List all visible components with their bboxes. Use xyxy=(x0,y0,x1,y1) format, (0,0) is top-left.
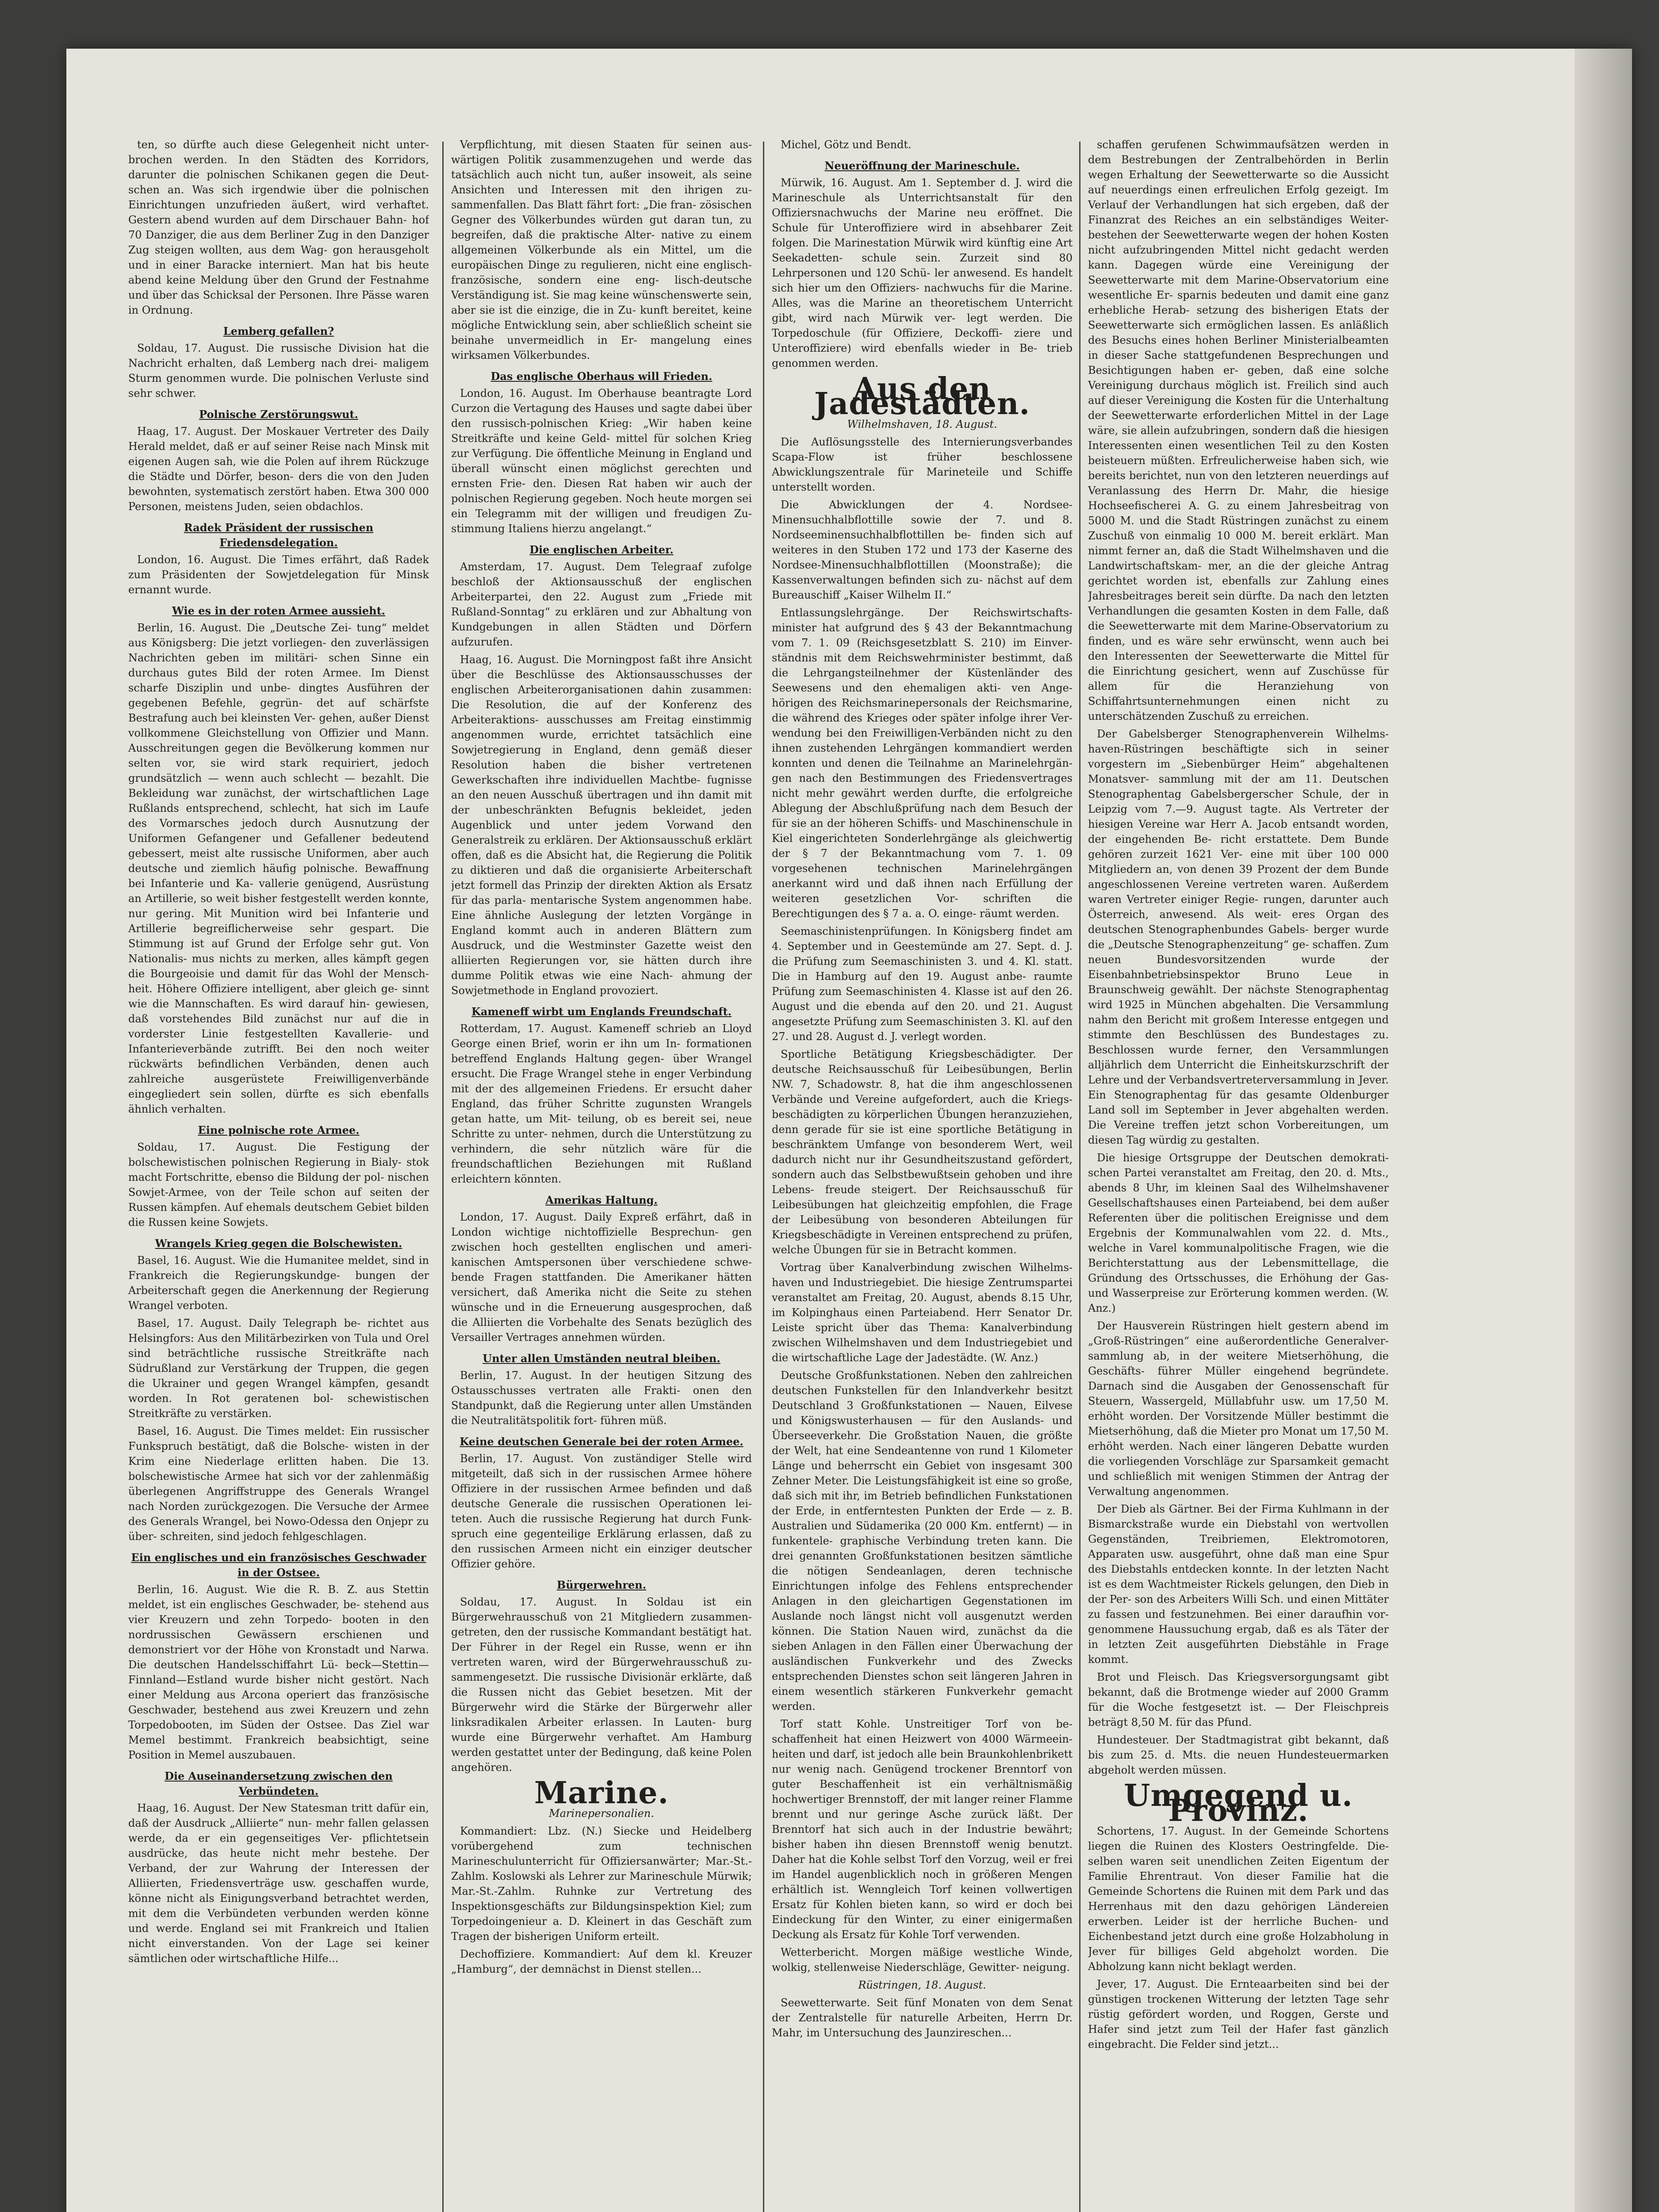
article-paragraph: Soldau, 17. August. Die Festigung der bolschewistischen polnischen Regierung in Bialy- stok macht Fortschritte, ebenso die Bildung der pol- nischen Sowjet-Armee, von der Teile schon auf seiten der Russen kämpfen. Auf ehemals deutschem Gebiet bilden die Russen keine Sowjets. xyxy=(128,1141,429,1229)
article-paragraph: Seewetterwarte. Seit fünf Monaten von dem Senat der Zentralstelle für naturelle Arbeiten, Herrn Dr. Mahr, im Untersuchung des Jaunzireschen... xyxy=(772,1997,1073,2039)
article-paragraph: Der Hausverein Rüstringen hielt gestern abend im „Groß-Rüstringen“ eine außerordentliche Generalver- sammlung ab, in der weitere Mietserhöhung, die Geschäfts- führer Müller eingehend begründete. Darnach sind die Ausgaben der Genossenschaft für Steuern, Wassergeld, Müllabfuhr usw. um 17,50 M. erhöht worden. Der Vorsitzende Müller bestimmt die Mietserhöhung, daß die Mieter pro Monat um 17,50 M. erhöht werden. Nach einer längeren Debatte wurden die vorliegenden Vorschläge zur Sparsamkeit gemacht und schließlich mit wenigen Stimmen der Antrag der Verwaltung angenommen. xyxy=(1088,1320,1389,1498)
column-rule xyxy=(1079,142,1080,2212)
section-heading: Marine. xyxy=(534,1775,669,1811)
article-headline: Die englischen Arbeiter. xyxy=(529,543,674,556)
column-2 xyxy=(451,137,752,2212)
article-headline: Polnische Zerstörungswut. xyxy=(199,408,358,421)
article-paragraph: London, 16. August. Im Oberhause beantragte Lord Curzon die Vertagung des Hauses und sagte dabei über den russisch-polnischen Krieg: „Wir haben keine Streitkräfte und keine Geld- mittel für solchen Krieg zur Verfügung. Die öffentliche Meinung in England und überall wünscht einen möglichst gerechten und ernsten Frie- den. Diesen Rat haben wir auch der polnischen Regierung gegeben. Noch heute morgen sei ein Telegramm mit der willigen und freudigen Zu- stimmung Italiens hierzu angelangt.“ xyxy=(451,387,752,535)
article-paragraph: schaffen gerufenen Schwimmaufsätzen werden in dem Bestrebungen der Zentralbehörden in Berlin wegen Erhaltung der Seewetterwarte so die Aussicht auf neuerdings einen erfreulichen Erfolg gezeigt. Im Verlauf der Verhandlungen hat sich ergeben, daß der Finanzrat des Reiches an ein selbständiges Weiter- bestehen der Seewetterwarte wegen der hohen Kosten nicht aufzubringenden Mittel nicht gedacht werden kann. Dagegen würde eine Vereinigung der Seewetterwarte mit dem Marine-Observatorium eine wesentliche Er- sparnis bedeuten und damit eine ganz erhebliche Herab- setzung des bisherigen Etats der Seewetterwarte sich ermöglichen lassen. Es anläßlich des Besuchs eines hohen Berliner Ministerialbeamten in dieser Sache stattgefundenen Besprechungen und Besichtigungen haben er- geben, daß eine solche Vereinigung durchaus möglich ist. Freilich sind auch auf dieser Vereinigung die Kosten für die Unterhaltung der Seewetterwarte erforderlichen Mittel in der Lage wäre, sie allein aufzubringen, sondern daß die hiesigen Interessenten einen wesentlichen Teil zu den Kosten beisteuern müßten. Erfreulicherweise haben sich, wie bereits berichtet, nun von den letzteren neuerdings auf Veranlassung des Herrn Dr. Mahr, die hiesige Hochseefischerei A. G. zu einem Jahresbeitrag von 5000 M. und die Stadt Rüstringen zunächst zu einem Zuschuß von einmalig 10 000 M. bereit erklärt. Man nimmt ferner an, daß die Stadt Wilhelmshaven und die Landwirtschaftskam- mer, an die der gleiche Antrag gerichtet worden ist, ebenfalls zur Zahlung eines Jahresbeitrages bereit sein dürfte. Da nach den letzten Verhandlungen die gesamten Kosten in dem Falle, daß die Seewetterwarte mit dem Marine-Observatorium zu finden, und es wäre sehr erwünscht, wenn auch bei den Interessenten der Seewetterwarte die Mittel für die Einrichtung gesichert, wenn auf Zuschüsse für allem für die Heranziehung von Schiffahrtsunternehmungen einen nicht zu unterschätzenden Zuschuß zu erreichen. xyxy=(1088,138,1389,722)
article-paragraph: Basel, 16. August. Die Times meldet: Ein russischer Funkspruch bestätigt, daß die Bolsche- wisten in der Krim eine Niederlage erlitten haben. Die 13. bolschewistische Armee hat sich vor der zahlenmäßig überlegenen Angriffstruppe des Generals Wrangel nach Norden zurückgezogen. Die Versuche der Armee des Generals Wrangel, bei Nowo-Odessa den Onjepr zu über- schreiten, sind jedoch fehlgeschlagen. xyxy=(128,1425,429,1543)
article-headline: Wie es in der roten Armee aussieht. xyxy=(172,604,386,617)
section-heading: Umgegend u. Provinz. xyxy=(1124,1778,1353,1828)
article-headline: Das englische Oberhaus will Frieden. xyxy=(490,370,713,383)
article-paragraph: Amsterdam, 17. August. Dem Telegraaf zufolge beschloß der Aktionsausschuß der englischen Arbeiterpartei, den 22. August zum „Friede mit Rußland-Sonntag“ zu erklären und zur Abhaltung von Kundgebungen in allen Städten und Dörfern aufzurufen. xyxy=(451,561,752,648)
column-3 xyxy=(772,137,1073,2212)
section-heading: Aus den Jadestädten. xyxy=(814,371,1031,422)
article-headline: Keine deutschen Generale bei der roten Armee. xyxy=(460,1435,743,1448)
article-paragraph: Sportliche Betätigung Kriegsbeschädigter. Der deutsche Reichsausschuß für Leibesübungen, Berlin NW. 7, Schadowstr. 8, hat die ihm angeschlossenen Verbände und Vereine aufgefordert, auch die Kriegs- beschädigten zu körperlichen Übungen heranzuziehen, denn gerade für sie ist eine sportliche Betätigung in beschränktem Umfange von besonderem Wert, weil dadurch nicht nur ihr Gesundheitszustand gefördert, sondern auch das Selbstbewußtsein gehoben und ihre Lebens- freude steigert. Der Reichsausschuß für Leibesübungen hat gleichzeitig empfohlen, die Frage der Leibesübung von besonderen Abteilungen für Kriegsbeschädigte in Vereinen entsprechend zu prüfen, welche Übungen für sie in Betracht kommen. xyxy=(772,1048,1073,1256)
article-paragraph: London, 17. August. Daily Expreß erfährt, daß in London wichtige nichtoffizielle Besprechun- gen zwischen hoch gestellten englischen und ameri- kanischen Amtspersonen über verschiedene schwe- bende Fragen stattfanden. Die Amerikaner hätten versichert, daß Amerika nicht die Seite zu stehen wünsche und in die Erneuerung ausgesprochen, daß die Alliierten die Vorbehalte des Senats bezüglich des Versailler Vertrages annehmen würden. xyxy=(451,1211,752,1344)
article-paragraph: ten, so dürfte auch diese Gelegenheit nicht unter- brochen werden. In den Städten des Korridors, darunter die polnischen Schikanen gegen die Deut- schen an. Was sich irgendwie über die polnischen Einrichtungen unzufrieden äußert, wird verhaftet. Gestern abend wurden auf dem Dirschauer Bahn- hof 70 Danziger, die aus dem Berliner Zug in den Danziger Zug steigen wollten, aus dem Wag- gon herausgeholt und in einer Baracke interniert. Man hat bis heute abend keine Meldung über den Grund der Festnahme und über das Schicksal der Personen. Ihre Pässe waren in Ordnung. xyxy=(128,138,429,316)
article-paragraph: Basel, 16. August. Wie die Humanitee meldet, sind in Frankreich die Regierungskundge- bungen der Arbeiterschaft gegen die Anerkennung der Regierung Wrangel verboten. xyxy=(128,1254,429,1312)
article-paragraph: Der Dieb als Gärtner. Bei der Firma Kuhlmann in der Bismarckstraße wurde ein Diebstahl von wertvollen Gegenständen, Treibriemen, Elektromotoren, Apparaten usw. ausgeführt, ohne daß man eine Spur des Diebstahls entdecken konnte. In der letzten Nacht ist es dem Wachtmeister Rickels gelungen, den Dieb in der Per- son des Arbeiters Willi Sch. und einen Mittäter zu fassen und festzunehmen. Bei einer daraufhin vor- genommene Haussuchung ergab, daß es als Täter der in letzten Zeit ausgeführten Diebstähle in Frage kommt. xyxy=(1088,1503,1389,1666)
article-paragraph: Hundesteuer. Der Stadtmagistrat gibt bekannt, daß bis zum 25. d. Mts. die neuen Hundesteuermarken abgeholt werden müssen. xyxy=(1088,1734,1389,1776)
article-paragraph: Die Abwicklungen der 4. Nordsee-Minensuchhalbflottille sowie der 7. und 8. Nordseeminensuchhalbflottillen be- finden sich auf weiteres in den Stuben 172 und 173 der Kaserne des Nordsee-Minensuchhalbflottillen (Moonstraße); die Kassenverwaltungen befinden sich zu- nächst auf dem Bureauschiff „Kaiser Wilhelm II.“ xyxy=(772,499,1073,601)
article-paragraph: Kommandiert: Lbz. (N.) Siecke und Heidelberg vorübergehend zum technischen Marineschulunterricht für Offiziersanwärter; Mar.-St.-Zahlm. Koslowski als Lehrer zur Marineschule Mürwik; Mar.-St.-Zahlm. Ruhnke zur Vertretung des Inspektionsgeschäfts zur Bildungsinspektion Kiel; zum Torpedoingenieur a. D. Kleinert in das Geschäft zum Tragen der bisherigen Uniform erteilt. xyxy=(451,1825,752,1943)
column-rule xyxy=(763,142,764,2212)
article-paragraph: Jever, 17. August. Die Ernteaarbeiten sind bei der günstigen trockenen Witterung der letzten Tage sehr rüstig gefördert worden, und Roggen, Gerste und Hafer sind jetzt zum Teil der Hafer fast gänzlich eingebracht. Die Felder sind jetzt... xyxy=(1088,1978,1389,2051)
article-headline: Lemberg gefallen? xyxy=(223,325,334,338)
article-paragraph: Torf statt Kohle. Unstreitiger Torf von be- schaffenheit hat einen Heizwert von 4000 Wärmeein- heiten und darf, ist jedoch alle bein Braunkohlenbrikett nur wenig nach. Genügend trockener Brenntorf von guter Beschaffenheit ist ein verhältnismäßig hochwertiger Brennstoff, der mit langer reiner Flamme brennt und nur geringe Asche zurück läßt. Der Brenntorf hat sich auch in der Industrie bewährt; bisher haben ihn diesen Brennstoff wenig benutzt. Daher hat die Kohle selbst Torf den Vorzug, weil er frei im Handel augenblicklich noch in größeren Mengen erhältlich ist. Wenngleich Torf keinen vollwertigen Ersatz für Kohlen bieten kann, so wird er doch bei Eindeckung für den Winter, zu einer einigermaßen Deckung als Ersatz für Kohle Torf verwenden. xyxy=(772,1718,1073,1941)
article-headline: Ein englisches und ein französisches Geschwader in der Ostsee. xyxy=(131,1551,426,1579)
article-paragraph: London, 16. August. Die Times erfährt, daß Radek zum Präsidenten der Sowjetdelegation für Minsk ernannt wurde. xyxy=(128,553,429,596)
article-paragraph: Berlin, 17. August. Von zuständiger Stelle wird mitgeteilt, daß sich in der russischen Armee höhere Offiziere in der russischen Armee befinden und daß deutsche Generale die russischen Operationen lei- teten. Auch die russische Regierung hat durch Funk- spruch eine gegenteilige Erklärung erlassen, daß zu den russischen Armeen nicht ein einziger deutscher Offizier gehöre. xyxy=(451,1452,752,1570)
article-paragraph: Mürwik, 16. August. Am 1. September d. J. wird die Marineschule als Unterrichtsanstalt für den Offiziersnachwuchs der Marine neu eröffnet. Die Schule für Unteroffiziere wird in absehbarer Zeit folgen. Die Marinestation Mürwik wird künftig eine Art Seekadetten- schule sein. Zurzeit sind 80 Lehrpersonen und 120 Schü- ler anwesend. Es handelt sich hier um den Offiziers- nachwuchs für die Marine. Alles, was die Marine an theoretischem Unterricht gibt, wird nach Mürwik ver- legt werden. Die Torpedoschule (für Offiziere, Deckoffi- ziere und Unteroffiziere) wird ebenfalls wieder in Be- trieb genommen werden. xyxy=(772,177,1073,369)
article-headline: Die Auseinandersetzung zwischen den Verbündeten. xyxy=(165,1770,393,1797)
newspaper-page xyxy=(66,49,1632,2212)
article-headline: Eine polnische rote Armee. xyxy=(198,1124,360,1137)
column-4 xyxy=(1088,137,1389,2212)
article-paragraph: Haag, 16. August. Der New Statesman tritt dafür ein, daß der Ausdruck „Alliierte“ nun- mehr fallen gelassen werde, da er ein gegenseitiges Ver- pflichtetsein ausdrücke, das heute nicht mehr bestehe. Der Verband, der zur Wahrung der Interessen der Alliierten, Friedensverträge usw. geschaffen wurde, könne nicht als Einigungsverband betrachtet werden, mit dem die Verbündeten verbunden werden könne und werde. England sei mit Frankreich und Italien nicht einverstanden. Von der Lage sei keiner sämtlichen oder wirtschaftliche Hilfe... xyxy=(128,1802,429,1965)
article-paragraph: Schortens, 17. August. In der Gemeinde Schortens liegen die Ruinen des Klosters Oestringfelde. Die- selben waren seit unendlichen Zeiten Eigentum der Familie Ehrentraut. Von dieser Familie hat die Gemeinde Schortens die Ruinen mit dem Park und das Herrenhaus mit den dazu gehörigen Ländereien erwerben. Leider ist der herrliche Buchen- und Eichenbestand jetzt durch eine große Holzabholung in Jever für billiges Geld abgeholzt worden. Die Abholzung kann nicht beklagt werden. xyxy=(1088,1825,1389,1973)
article-headline: Bürgerwehren. xyxy=(556,1578,647,1591)
article-headline: Neueröffnung der Marineschule. xyxy=(824,159,1020,172)
article-paragraph: Verpflichtung, mit diesen Staaten für seinen aus- wärtigen Politik zusammenzugehen und werde das tatsächlich auch nicht tun, außer insoweit, als seine Ansichten und Interessen mit den ihrigen zu- sammenfallen. Das Blatt fährt fort: „Die fran- zösischen Gegner des Völkerbundes würden gut daran tun, zu begreifen, daß die praktische Alter- native zu einem allgemeinen Völkerbunde als ein Mittel, um die europäischen Dinge zu regulieren, nicht eine englisch-französische, sondern eine eng- lisch-deutsche Verständigung ist. Sie mag keine wünschenswerte sein, aber sie ist die einzige, die in Zu- kunft bereitet, keine mögliche Entwicklung sein, aber schließlich scheint sie beinahe unvermeidlich in Er- mangelung eines wirksamen Völkerbundes. xyxy=(451,138,752,361)
article-paragraph: Rotterdam, 17. August. Kameneff schrieb an Lloyd George einen Brief, worin er ihn um In- formationen betreffend Englands Haltung gegen- über Wrangel ersucht. Die Frage Wrangel stehe in enger Verbindung mit der des allgemeinen Friedens. Er ersucht daher England, das früher Schritte zugunsten Wrangels getan hatte, um Mit- teilung, ob es bereit sei, neue Schritte zu unter- nehmen, durch die Unterstützung zu verhindern, die sehr nützlich wäre für die freundschaftlichen Beziehungen mit Rußland erleichtern könnten. xyxy=(451,1022,752,1185)
article-headline: Amerikas Haltung. xyxy=(545,1194,658,1206)
article-paragraph: Berlin, 17. August. In der heutigen Sitzung des Ostausschusses vertraten alle Frakti- onen den Standpunkt, daß die Regierung unter allen Umständen die Neutralitätspolitik fort- führen müß. xyxy=(451,1369,752,1427)
article-paragraph: Haag, 16. August. Die Morningpost faßt ihre Ansicht über die Beschlüsse des Aktionsausschusses der englischen Arbeiterorganisationen dahin zusammen: Die Resolution, die auf der Konferenz des Arbeiteraktions- ausschusses am Freitag einstimmig angenommen wurde, errichtet tatsächlich eine Sowjetregierung in England, denn gemäß dieser Resolution haben die bisher vertretenen Gewerkschaften ihre individuellen Machtbe- fugnisse an den neuen Ausschuß übertragen und ihn damit mit der unbeschränkten Befugnis bekleidet, jeden Augenblick und unter jedem Vorwand den Generalstreik zu erklären. Der Aktionsausschuß erklärt offen, daß es die Absicht hat, die Regierung die Politik zu diktieren und daß die organisierte Arbeiterschaft jetzt formell das Prinzip der direkten Aktion als Ersatz für das parla- mentarische System angenommen habe. Eine ähnliche Auslegung der letzten Vorgänge in England kommt auch in anderen Blättern zum Ausdruck, und die Westminster Gazette weist den alliierten Regierungen vor, sie hätten durch ihre dumme Politik etwas wie eine Nach- ahmung der Sowjetmethode in England provoziert. xyxy=(451,653,752,997)
article-paragraph: Michel, Götz und Bendt. xyxy=(781,138,912,151)
column-rule xyxy=(442,142,444,2212)
article-paragraph: Entlassungslehrgänge. Der Reichswirtschafts- minister hat aufgrund des § 43 der Bekanntmachung vom 7. 1. 09 (Reichsgesetzblatt S. 210) im Einver- ständnis mit dem Reichswehrminister bestimmt, daß die Lehrgangsteilnehmer der Küstenländer des Seewesens und den ehemaligen akti- ven Ange- hörigen des Reichsmarinepersonals der Reichsmarine, die während des Krieges oder später infolge ihrer Ver- wendung bei den Freiwilligen-Verbänden nicht zu den ihnen zustehenden Lehrgängen kommandiert werden konnten und denen die Teilnahme an Marinelehrgän- gen nach den Bestimmungen des Friedensvertrages nicht mehr gewährt werden durfte, die erfolgreiche Ablegung der Abschlußprüfung nach dem Besuch der für sie an der höheren Schiffs- und Maschinenschule in Kiel eingerichteten Sonderlehrgänge als gleichwertig der § 7 der Bekanntmachung vom 7. 1. 09 vorgesehenen technischen Marinelehrgängen anerkannt wird und daß ihnen nach Erfüllung der weiteren gesetzlichen Vor- schriften die Berechtigungen des § 7 a. a. O. einge- räumt werden. xyxy=(772,607,1073,920)
article-headline: Kameneff wirbt um Englands Freundschaft. xyxy=(471,1005,732,1018)
column-1 xyxy=(128,137,429,2212)
article-paragraph: Soldau, 17. August. Die russische Division hat die Nachricht erhalten, daß Lemberg nach drei- maligem Sturm genommen wurde. Die polnischen Verluste sind sehr schwer. xyxy=(128,342,429,399)
article-paragraph: Die Auflösungsstelle des Internierungsverbandes Scapa-Flow ist früher beschlossene Abwicklungszentrale für Marineteile und Schiffe unterstellt worden. xyxy=(772,436,1073,493)
article-paragraph: Seemaschinistenprüfungen. In Königsberg findet am 4. September und in Geestemünde am 27. Sept. d. J. die Prüfung zum Seemaschinisten 3. und 4. Kl. statt. Die in Hamburg auf den 19. August anbe- raumte Prüfung zum Seemaschinisten 4. Klasse ist auf den 26. August und die ebenda auf den 20. und 21. August angesetzte Prüfung zum Seemaschinisten 3. Kl. auf den 27. und 28. August d. J. verlegt worden. xyxy=(772,925,1073,1043)
article-paragraph: Berlin, 16. August. Die „Deutsche Zei- tung“ meldet aus Königsberg: Die jetzt vorliegen- den zuverlässigen Nachrichten geben im militäri- schen Sinne ein durchaus gutes Bild der roten Armee. Im Dienst scharfe Disziplin und unbe- dingtes Ausführen der gegebenen Befehle, gegrün- det auf schärfste Bestrafung auch bei kleinsten Ver- gehen, außer Dienst vollkommene Gleichstellung von Offizier und Mann. Ausschreitungen gegen die Bevölkerung kommen nur selten vor, sie wird stark requiriert, jedoch grundsätzlich — wenn auch schlecht — bezahlt. Die Bekleidung war zunächst, der wirtschaftlichen Lage Rußlands entsprechend, schlecht, hat sich im Laufe des Vormarsches jedoch durch Ausnutzung der Uniformen Gefangener und Gefallener bedeutend gebessert, meist alte russische Uniformen, aber auch deutsche und ziemlich häufig polnische. Bewaffnung bei Infanterie und Ka- vallerie genügend, Ausrüstung an Artillerie, so weit bisher festgestellt werden konnte, nur gering. Mit Munition wird bei Infanterie und Artillerie begreiflicherweise sehr gespart. Die Stimmung ist auf Grund der Erfolge sehr gut. Von Nationalis- mus nichts zu merken, alles kämpft gegen die Bourgeoisie und damit für das Wohl der Mensch- heit. Höhere Offiziere intelligent, aber gleich ge- sinnt wie die Mannschaften. Es wird darauf hin- gewiesen, daß vorstehendes Bild zunächst nur auf die in vorderster Linie festgestellten Kavallerie- und Infanterieverbände zutrifft. Bei den noch weiter rückwärts befindlichen Verbänden, denen auch zahlreiche ausgerüstete Freiwilligenverbände eingegliedert sein sollen, dürfte es sich ebenfalls ähnlich verhalten. xyxy=(128,622,429,1115)
article-paragraph: Brot und Fleisch. Das Kriegsversorgungsamt gibt bekannt, daß die Brotmenge wieder auf 2000 Gramm für die Woche festgesetzt ist. — Der Fleischpreis beträgt 8,50 M. für das Pfund. xyxy=(1088,1671,1389,1728)
article-headline: Wrangels Krieg gegen die Bolschewisten. xyxy=(155,1237,402,1250)
section-subheading: Rüstringen, 18. August. xyxy=(858,1979,986,1991)
article-headline: Radek Präsident der russischen Friedensdelegation. xyxy=(184,521,374,549)
article-paragraph: Die hiesige Ortsgruppe der Deutschen demokrati- schen Partei veranstaltet am Freitag, den 20. d. Mts., abends 8 Uhr, im kleinen Saal des Wilhelmshavener Gesellschaftshauses einen Parteiabend, bei dem außer Referenten über die politischen Ereignisse und dem Ergebnis der Kommunalwahlen vom 22. d. Mts., welche in Varel kommunalpolitische Fragen, wie die Berichterstattung aus der Lebensmittellage, die Gründung des Ortsschusses, die Erhöhung der Gas- und Wasserpreise zur Erörterung kommen werden. (W. Anz.) xyxy=(1088,1152,1389,1314)
article-paragraph: Soldau, 17. August. In Soldau ist ein Bürgerwehrausschuß von 21 Mitgliedern zusammen- getreten, den der russische Kommandant bestätigt hat. Der Führer in der Regel ein Russe, wenn er ihn vertreten waren, wird der Bürgerwehrausschuß zu- sammengesetzt. Die russische Divisionär erklärte, daß die Russen nicht das Gebiet besetzen. Mit der Bürgerwehr wird die Stärke der Bürgerwehr aller linksradikalen Arbeiter erlassen. In Lauten- burg wurde eine Bürgerwehr verhaftet. Am Hamburg werden gestattet unter der Bedingung, daß keine Polen angehören. xyxy=(451,1596,752,1774)
section-subheading: Marinepersonalien. xyxy=(549,1807,654,1820)
page-edge xyxy=(1575,49,1632,2212)
article-paragraph: Berlin, 16. August. Wie die R. B. Z. aus Stettin meldet, ist ein englisches Geschwader, be- stehend aus vier Kreuzern und zehn Torpedo- booten in den nordrussischen Gewässern erschienen und demonstriert vor der Höhe von Kronstadt und Narwa. Die deutschen Handelsschiffahrt Lü- beck—Stettin—Finnland—Estland wurde bisher nicht gestört. Nach einer Meldung aus Arcona operiert das französische Geschwader, bestehend aus zwei Kreuzern und zehn Torpedobooten, im Süden der Ostsee. Das Ziel war Memel bestimmt. Frankreich beabsichtigt, seine Position in Memel auszubauen. xyxy=(128,1583,429,1761)
article-paragraph: Basel, 17. August. Daily Telegraph be- richtet aus Helsingfors: Aus den Militärbezirken von Tula und Orel sind beträchtliche russische Streitkräfte nach Südrußland zur Verstärkung der Truppen, die gegen die Ukrainer und gegen Wrangel kämpfen, gesandt worden. In Rot geratenen bol- schewistischen Streitkräfte zu verstärken. xyxy=(128,1317,429,1420)
article-paragraph: Dechoffiziere. Kommandiert: Auf dem kl. Kreuzer „Hamburg“, der demnächst in Dienst stellen... xyxy=(451,1948,752,1975)
section-subheading: Wilhelmshaven, 18. August. xyxy=(847,418,997,430)
article-headline: Unter allen Umständen neutral bleiben. xyxy=(483,1352,720,1365)
article-paragraph: Haag, 17. August. Der Moskauer Vertreter des Daily Herald meldet, daß er auf seiner Reise nach Minsk mit eigenen Augen sah, wie die Polen auf ihrem Rückzuge die Städte und Dörfer, beson- ders die von den Juden bewohnten, systematisch zerstört haben. Etwa 300 000 Personen, meistens Juden, seien obdachlos. xyxy=(128,425,429,513)
article-paragraph: Vortrag über Kanalverbindung zwischen Wilhelms- haven und Industriegebiet. Die hiesige Zentrumspartei veranstaltet am Freitag, 20. August, abends 8.15 Uhr, im Kolpinghaus einen Parteiabend. Herr Senator Dr. Leiste spricht über das Thema: Kanalverbindung zwischen Wilhelmshaven und dem Industriegebiet und die wirtschaftliche Lage der Jadestädte. (W. Anz.) xyxy=(772,1261,1073,1364)
article-paragraph: Der Gabelsberger Stenographenverein Wilhelms- haven-Rüstringen beschäftigte sich in seiner vorgestern im „Siebenbürger Heim“ abgehaltenen Monatsver- sammlung mit der am 11. Deutschen Stenographentag Gabelsbergerscher Schule, der in Leipzig vom 7.—9. August tagte. Als Vertreter der hiesigen Vereine war Herr A. Jacob entsandt worden, der eingehenden Be- richt erstattete. Dem Bunde gehören zurzeit 1621 Ver- eine mit über 100 000 Mitgliedern an, von denen 39 Prozent der dem Bunde angeschlossenen Vereine vertreten waren. Außerdem waren Vertreter einiger Regie- rungen, darunter auch Österreich, anwesend. Als weit- eres Organ des deutschen Stenographenbundes Gabels- berger wurde die „Deutsche Stenographenzeitung“ ge- schaffen. Zum neuen Bundesvorsitzenden wurde der Eisenbahnbetriebsinspektor Bruno Leue in Braunschweig gewählt. Der nächste Stenographentag wird 1925 in München abgehalten. Die Versammlung nahm den Bericht mit großem Interesse entgegen und stimmte den Beschlüssen des Bundestages zu. Beschlossen wurde ferner, den Versammlungen alljährlich dem Unterricht die Einheitskurzschrift der Lehre und der Verbandsvertreterversammlung in Jever. Ein Stenographentag für das gesamte Oldenburger Land soll im September in Jever abgehalten werden. Die Vereine treffen jetzt schon Vorbereitungen, um diesen Tag würdig zu gestalten. xyxy=(1088,728,1389,1146)
article-paragraph: Wetterbericht. Morgen mäßige westliche Winde, wolkig, stellenweise Niederschläge, Gewitter- neigung. xyxy=(772,1946,1073,1974)
article-paragraph: Deutsche Großfunkstationen. Neben den zahlreichen deutschen Funkstellen für den Inlandverkehr besitzt Deutschland 3 Großfunkstationen — Nauen, Eilvese und Königswusterhausen — für den Auslands- und Überseeverkehr. Die Großstation Nauen, die größte der Welt, hat eine Sendeantenne von rund 1 Kilometer Länge und beherrscht ein Gebiet von insgesamt 300 Zehner Meter. Die Leistungsfähigkeit ist eine so große, daß sich mit ihr, im Betrieb befindlichen Funkstationen der Erde, in entferntesten Punkten der Erde — z. B. Australien und Südamerika (20 000 Km. entfernt) — in funkentele- graphische Verbindung treten kann. Die drei genannten Großfunkstationen besitzen sämtliche die nötigen Sendeanlagen, deren technische Einrichtungen infolge des Fehlens entsprechender Anlagen in den gleichartigen Gegenstationen im Auslande noch längst nicht voll ausgenutzt werden können. Die Station Nauen wird, zunächst da die sieben Anlagen in den Fällen einer Überwachung der ausländischen Funkverkehr und des Zwecks entsprechenden Dienstes schon seit längeren Jahren in einem wesentlich stärkeren Funkverkehr gemacht werden. xyxy=(772,1369,1073,1713)
